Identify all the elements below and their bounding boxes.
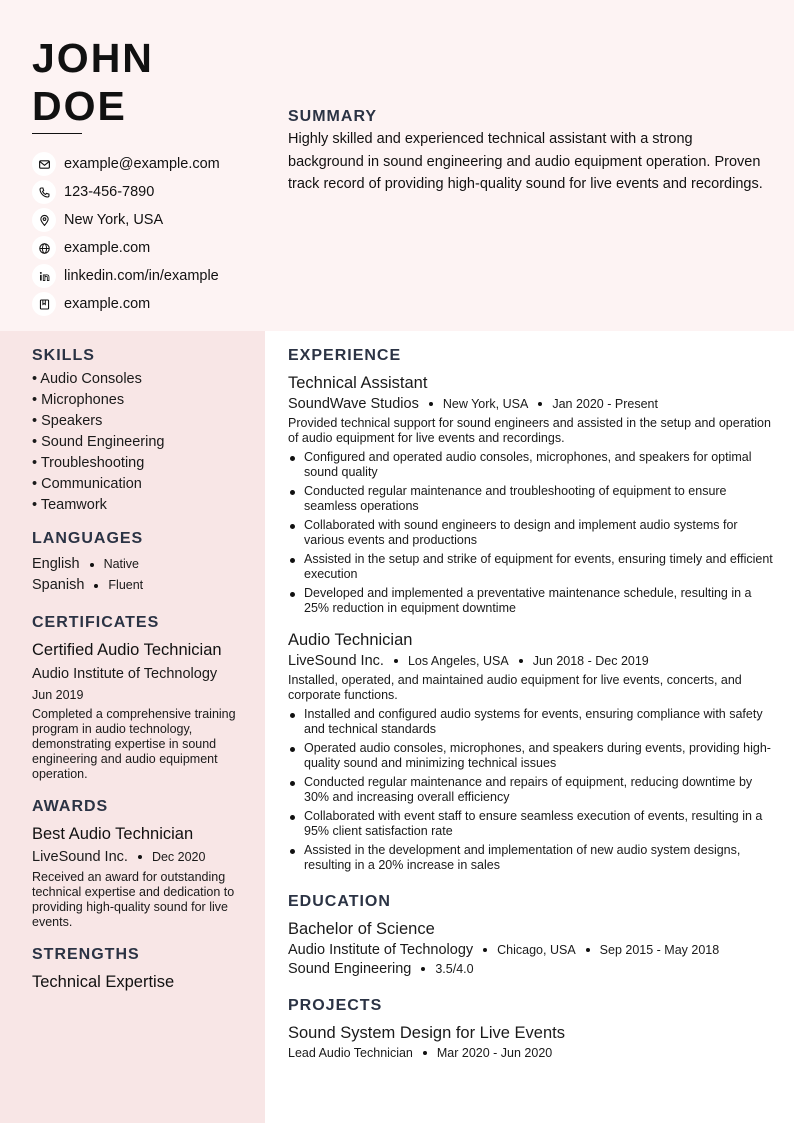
phone-icon <box>32 180 56 204</box>
list-item: Operated audio consoles, microphones, and speakers during events, providing high-quality sound and minimizing technical issues <box>288 741 773 771</box>
skill-item: • Teamwork <box>32 497 107 513</box>
bookmark-icon <box>32 292 56 316</box>
award-meta: LiveSound Inc. Dec 2020 <box>32 848 206 865</box>
award-description: Received an award for outstanding technical expertise and dedication to providing high-quality sound for live events. <box>32 869 235 929</box>
contact-website[interactable]: example.com <box>32 234 220 262</box>
separator-dot <box>394 659 398 663</box>
contact-portfolio[interactable]: example.com <box>32 290 220 318</box>
separator-dot <box>483 948 487 952</box>
strengths-heading: STRENGTHS <box>32 945 140 963</box>
list-item: Configured and operated audio consoles, microphones, and speakers for optimal sound quality <box>288 450 773 480</box>
name-divider <box>32 133 82 134</box>
separator-dot <box>538 402 542 406</box>
separator-dot <box>94 584 98 588</box>
job-bullets <box>288 707 773 873</box>
list-item: Conducted regular maintenance and repairs of equipment, reducing downtime by 30% and increasing overall efficiency <box>288 775 773 805</box>
language-item: English Native <box>32 556 139 572</box>
job-entry <box>288 373 773 616</box>
certificates-heading: CERTIFICATES <box>32 614 160 631</box>
sidebar <box>32 347 242 992</box>
strengths-section <box>32 946 242 992</box>
job-description: Provided technical support for sound engineers and assisted in the setup and operation of audio equipment for live events and recordings. <box>288 416 771 445</box>
education-meta: Audio Institute of Technology Chicago, USA Sep 2015 - May 2018 <box>288 942 720 958</box>
summary-section <box>288 108 768 196</box>
job-meta: SoundWave Studios New York, USA Jan 2020 - Present <box>288 396 658 412</box>
list-item: Assisted in the development and implementation of new audio system designs, resulting in a 20% increase in sales <box>288 843 773 873</box>
skill-item: • Sound Engineering <box>32 434 165 450</box>
separator-dot <box>90 563 94 567</box>
job-title: Audio Technician <box>288 631 413 649</box>
mail-icon <box>32 152 56 176</box>
contact-email[interactable]: example@example.com <box>32 150 220 178</box>
project-meta: Lead Audio Technician Mar 2020 - Jun 2020 <box>288 1046 553 1060</box>
project-name: Sound System Design for Live Events <box>288 1024 565 1042</box>
separator-dot <box>429 402 433 406</box>
projects-heading: PROJECTS <box>288 997 383 1014</box>
education-field: Sound Engineering 3.5/4.0 <box>288 961 474 977</box>
certificate-name: Certified Audio Technician <box>32 641 222 659</box>
separator-dot <box>421 967 425 971</box>
summary-heading: SUMMARY <box>288 108 378 125</box>
contact-phone[interactable]: 123-456-7890 <box>32 178 220 206</box>
location-pin-icon <box>32 208 56 232</box>
list-item: Conducted regular maintenance and troubleshooting of equipment to ensure seamless operations <box>288 484 773 514</box>
languages-section <box>32 530 242 596</box>
contact-location: New York, USA <box>32 206 220 234</box>
list-item: Collaborated with event staff to ensure seamless execution of events, resulting in a 95% client satisfaction rate <box>288 809 773 839</box>
job-entry <box>288 630 773 873</box>
certificate-description: Completed a comprehensive training program in audio technology, demonstrating expertise in sound engineering and audio equipment operation. <box>32 706 236 781</box>
degree-title: Bachelor of Science <box>288 920 435 938</box>
separator-dot <box>423 1051 427 1055</box>
awards-heading: AWARDS <box>32 797 109 815</box>
separator-dot <box>138 855 142 859</box>
experience-section <box>288 347 773 873</box>
contact-linkedin[interactable]: linkedin.com/in/example <box>32 262 220 290</box>
experience-heading: EXPERIENCE <box>288 347 402 364</box>
separator-dot <box>586 948 590 952</box>
list-item: Installed and configured audio systems for events, ensuring compliance with safety and technical standards <box>288 707 773 737</box>
projects-section <box>288 997 773 1060</box>
summary-text: Highly skilled and experienced technical assistant with a strong background in sound engineering and audio equipment operation. Proven track record of providing high-quality sound for live events and recordings. <box>288 131 763 193</box>
awards-section <box>32 798 242 930</box>
skill-item: • Communication <box>32 476 142 492</box>
skills-heading: SKILLS <box>32 347 95 364</box>
list-item: Developed and implemented a preventative maintenance schedule, resulting in a 25% reduction in equipment downtime <box>288 586 773 616</box>
skill-item: • Audio Consoles <box>32 371 142 387</box>
skills-section <box>32 347 242 516</box>
list-item: Collaborated with sound engineers to design and implement audio systems for various events and productions <box>288 518 773 548</box>
award-name: Best Audio Technician <box>32 824 194 843</box>
job-bullets <box>288 450 773 616</box>
job-meta: LiveSound Inc. Los Angeles, USA Jun 2018 - Dec 2019 <box>288 653 649 669</box>
candidate-name: JOHN DOE <box>32 35 154 129</box>
certificates-section <box>32 614 242 782</box>
languages-heading: LANGUAGES <box>32 530 144 547</box>
language-item: Spanish Fluent <box>32 577 144 593</box>
main-column <box>288 347 773 1060</box>
globe-icon <box>32 236 56 260</box>
job-description: Installed, operated, and maintained audio equipment for live events, concerts, and corporate functions. <box>288 673 742 702</box>
certificate-issuer: Audio Institute of Technology <box>32 666 218 682</box>
certificate-date: Jun 2019 <box>32 687 84 702</box>
education-section <box>288 893 773 977</box>
skill-item: • Speakers <box>32 413 103 429</box>
education-heading: EDUCATION <box>288 893 391 910</box>
list-item: Assisted in the setup and strike of equipment for events, ensuring timely and efficient execution <box>288 552 773 582</box>
contact-list <box>32 150 220 318</box>
skill-item: • Troubleshooting <box>32 455 145 471</box>
separator-dot <box>519 659 523 663</box>
skill-item: • Microphones <box>32 392 125 408</box>
job-title: Technical Assistant <box>288 374 428 392</box>
strength-item: Technical Expertise <box>32 972 175 991</box>
linkedin-icon <box>32 264 56 288</box>
